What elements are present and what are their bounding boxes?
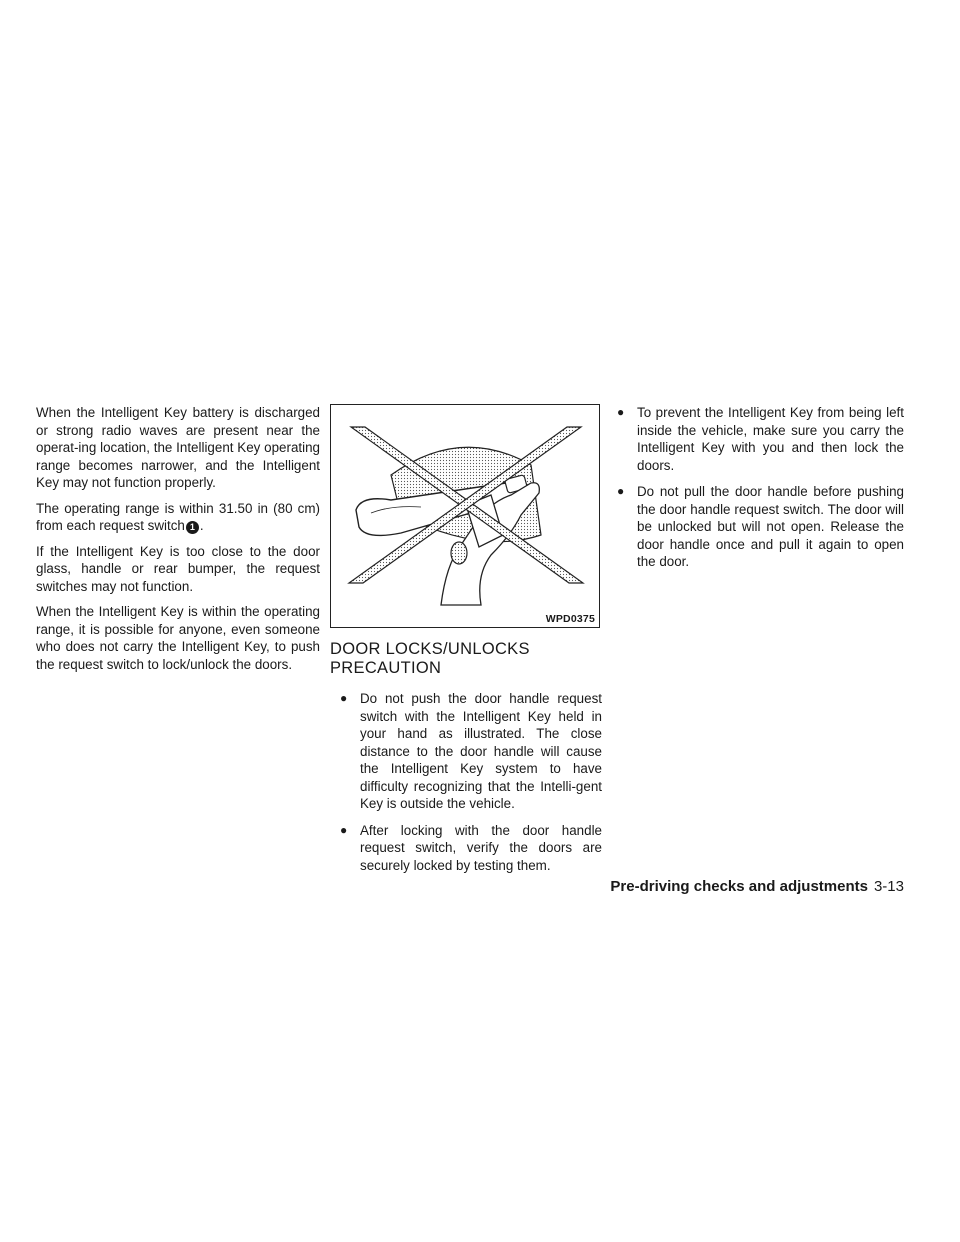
page-number: 3-13 [873, 878, 904, 895]
list-item-text: To prevent the Intelligent Key from being left inside the vehicle, make sure you carry the Intelligent Key with you and then lock the doors. [637, 405, 904, 473]
right-column [617, 404, 904, 580]
list-item [617, 483, 904, 571]
left-column [36, 404, 320, 681]
paragraph-operating-range [36, 500, 320, 535]
crossed-out-key-illustration [331, 405, 601, 629]
precaution-list-continued [617, 404, 904, 571]
middle-column [330, 404, 602, 883]
paragraph-too-close: If the Intelligent Key is too close to the door glass, handle or rear bumper, the request switches may not function. [36, 543, 320, 594]
heading-line: DOOR LOCKS/UNLOCKS [330, 640, 530, 658]
bullet-dot-icon: ● [617, 484, 625, 498]
precaution-list [330, 690, 602, 874]
section-heading [330, 640, 602, 678]
door-handle-illustration [330, 404, 600, 628]
paragraph-battery-discharge: When the Intelligent Key battery is discharged or strong radio waves are present near the operat-ing location, the Intelligent Key operating range becomes narrower, and the Intelligent Key may not function properly. [36, 405, 320, 490]
circled-number-marker: 1 [186, 521, 199, 534]
paragraph-anyone-can-push: When the Intelligent Key is within the operating range, it is possible for anyone, even someone who does not carry the Intelligent Key, to push the request switch to lock/unlock the doors. [36, 604, 320, 672]
list-item [340, 822, 602, 875]
sentence-period: . [199, 518, 204, 533]
list-item [617, 404, 904, 474]
list-item-text: Do not push the door handle request switch with the Intelligent Key held in your hand as illustrated. The close distance to the door handle will cause the Intelligent Key system to have difficulty recognizing that the Intelli-gent Key is outside the vehicle. [360, 691, 602, 811]
bullet-dot-icon: ● [340, 822, 348, 837]
heading-line: PRECAUTION [330, 659, 442, 677]
bullet-dot-icon: ● [340, 691, 348, 705]
list-item [340, 690, 602, 813]
section-title: Pre-driving checks and adjustments [610, 878, 868, 895]
list-item-text: Do not pull the door handle before pushing the door handle request switch. The door will be unlocked but will not open. Release the door handle once and pull it again to open the door. [637, 484, 904, 569]
operating-range-text: The operating range is within 31.50 in (80 cm) from each request switch [36, 500, 320, 533]
list-item-text: After locking with the door handle request switch, verify the doors are securely locked by testing them. [360, 822, 602, 873]
page-footer [610, 878, 904, 896]
figure-caption: WPD0375 [545, 613, 595, 625]
bullet-dot-icon: ● [617, 405, 625, 419]
